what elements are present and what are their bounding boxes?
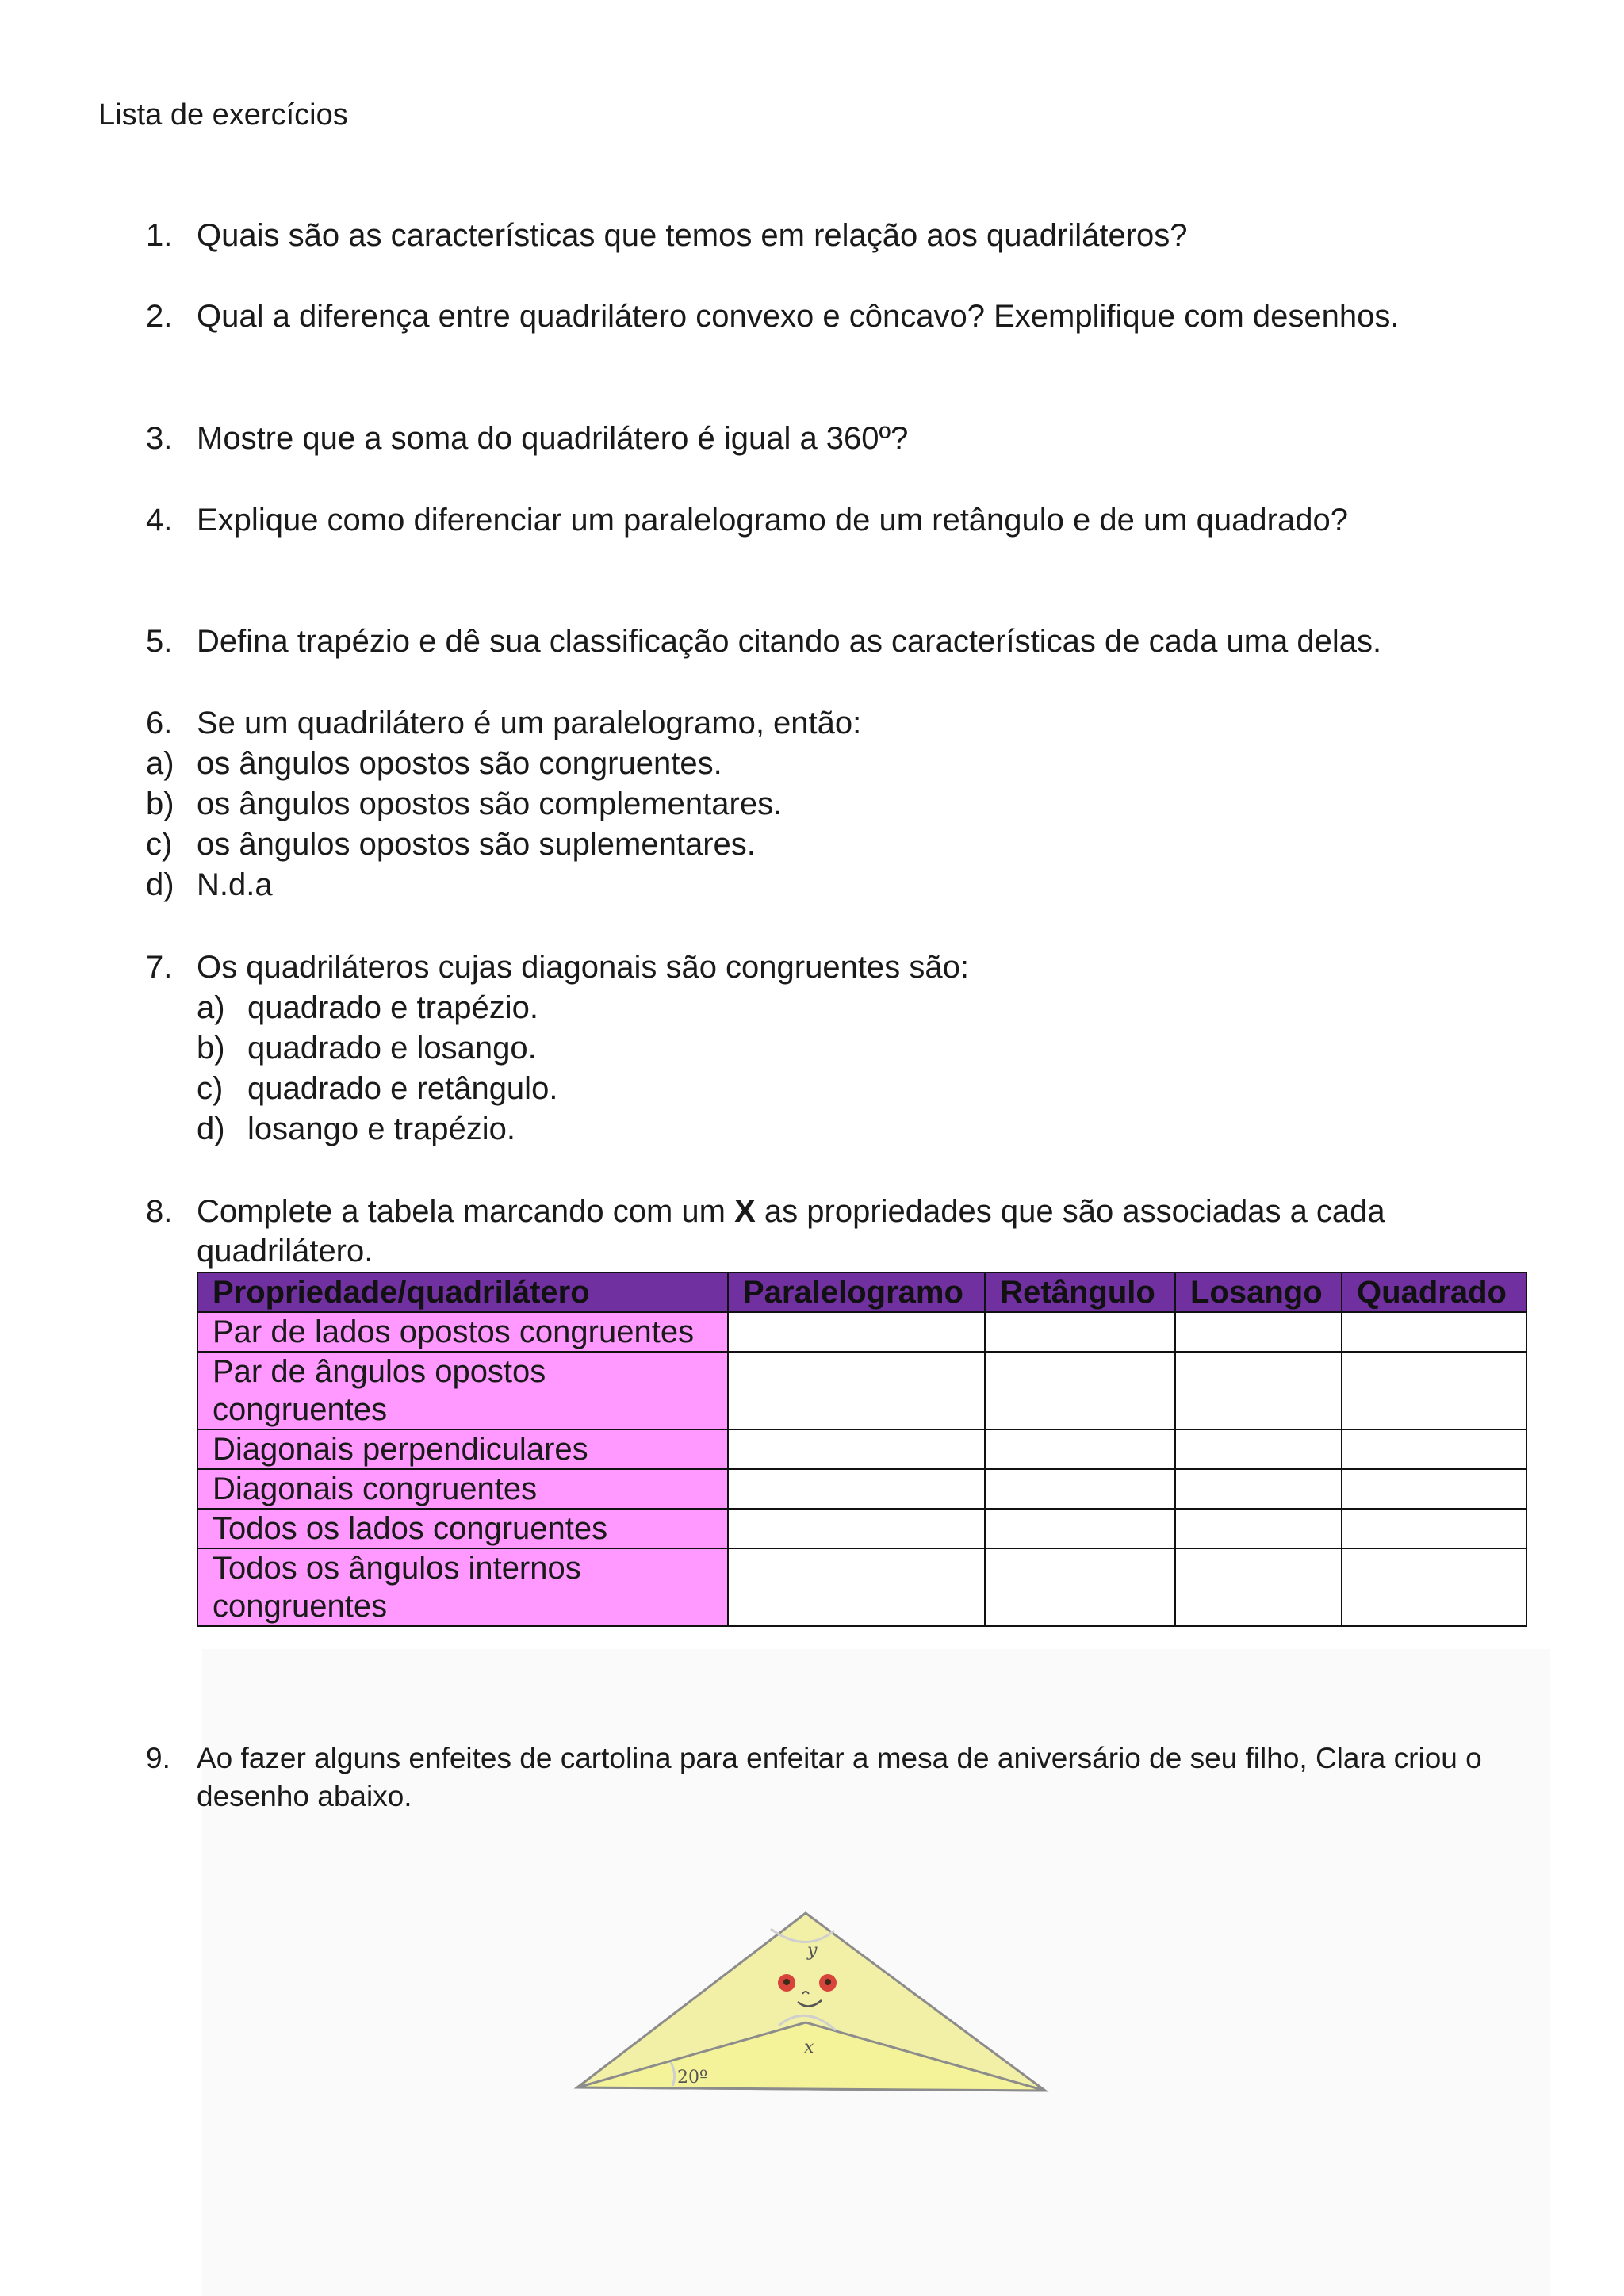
property-cell: Par de ângulos opostos congruentes bbox=[197, 1352, 728, 1429]
option-text: N.d.a bbox=[197, 867, 273, 902]
q7-option-d bbox=[197, 1109, 515, 1150]
question-text: Mostre que a soma do quadrilátero é igual a 360º? bbox=[197, 421, 909, 456]
property-cell: Diagonais congruentes bbox=[197, 1469, 728, 1509]
answer-cell[interactable] bbox=[728, 1429, 985, 1469]
answer-cell[interactable] bbox=[728, 1509, 985, 1548]
question-text: Qual a diferença entre quadrilátero convexo e côncavo? Exemplifique com desenhos. bbox=[197, 299, 1400, 334]
option-letter: c) bbox=[197, 1071, 224, 1106]
answer-cell[interactable] bbox=[1175, 1469, 1342, 1509]
question-8-line2: quadrilátero. bbox=[197, 1234, 373, 1269]
table-row bbox=[197, 1548, 1526, 1626]
question-text bbox=[197, 1191, 1385, 1232]
question-number: 4. bbox=[146, 503, 173, 538]
question-text: Os quadriláteros cujas diagonais são congruentes são: bbox=[197, 950, 969, 985]
property-cell: Todos os ângulos internos congruentes bbox=[197, 1548, 728, 1626]
option-text: losango e trapézio. bbox=[247, 1112, 516, 1146]
answer-cell[interactable] bbox=[985, 1469, 1175, 1509]
option-letter: b) bbox=[146, 786, 174, 821]
question-text: Defina trapézio e dê sua classificação citando as características de cada uma delas. bbox=[197, 624, 1382, 659]
question-3 bbox=[146, 418, 908, 459]
property-cell: Diagonais perpendiculares bbox=[197, 1429, 728, 1469]
question-7 bbox=[146, 947, 969, 988]
answer-cell[interactable] bbox=[985, 1352, 1175, 1429]
question-4 bbox=[146, 499, 1348, 541]
properties-table bbox=[197, 1272, 1527, 1627]
question-text: Se um quadrilátero é um paralelogramo, então: bbox=[197, 706, 862, 740]
answer-cell[interactable] bbox=[985, 1548, 1175, 1626]
right-eye bbox=[825, 1979, 831, 1985]
option-text: quadrado e losango. bbox=[247, 1031, 537, 1066]
option-text: os ângulos opostos são congruentes. bbox=[197, 746, 722, 781]
question-text-bold: X bbox=[734, 1194, 756, 1229]
label-angle-20: 20º bbox=[677, 2068, 708, 2087]
column-header: Quadrado bbox=[1342, 1272, 1526, 1312]
q6-option-a bbox=[146, 744, 722, 784]
answer-cell[interactable] bbox=[985, 1312, 1175, 1352]
q7-option-a bbox=[197, 988, 538, 1028]
label-y: y bbox=[807, 1941, 818, 1961]
option-text: quadrado e trapézio. bbox=[247, 990, 538, 1025]
option-letter: d) bbox=[197, 1112, 225, 1146]
answer-cell[interactable] bbox=[728, 1548, 985, 1626]
page-header: Lista de exercícios bbox=[98, 98, 348, 132]
property-cell: Todos os lados congruentes bbox=[197, 1509, 728, 1548]
question-9 bbox=[146, 1739, 1542, 1816]
answer-cell[interactable] bbox=[1175, 1429, 1342, 1469]
table-row bbox=[197, 1312, 1526, 1352]
question-5 bbox=[146, 621, 1381, 662]
question-number: 1. bbox=[146, 218, 173, 253]
question-number: 9. bbox=[146, 1742, 170, 1774]
question-1 bbox=[146, 215, 1188, 256]
answer-cell[interactable] bbox=[1175, 1509, 1342, 1548]
question-text-part: Complete a tabela marcando com um bbox=[197, 1194, 735, 1229]
answer-cell[interactable] bbox=[1342, 1429, 1526, 1469]
option-text: quadrado e retângulo. bbox=[247, 1071, 558, 1106]
table-header-row bbox=[197, 1272, 1526, 1312]
answer-cell[interactable] bbox=[1342, 1548, 1526, 1626]
question-8 bbox=[146, 1191, 1385, 1232]
table-row bbox=[197, 1469, 1526, 1509]
property-cell: Par de lados opostos congruentes bbox=[197, 1312, 728, 1352]
question-number: 8. bbox=[146, 1194, 173, 1229]
question-number: 5. bbox=[146, 624, 173, 659]
question-text: Explique como diferenciar um paralelogramo de um retângulo e de um quadrado? bbox=[197, 503, 1348, 538]
column-header: Losango bbox=[1175, 1272, 1342, 1312]
answer-cell[interactable] bbox=[728, 1312, 985, 1352]
option-letter: c) bbox=[146, 827, 173, 862]
answer-cell[interactable] bbox=[728, 1469, 985, 1509]
question-number: 2. bbox=[146, 299, 173, 334]
triangle-figure bbox=[571, 1907, 1063, 2113]
question-text-part: as propriedades que são associadas a cada bbox=[755, 1194, 1385, 1229]
question-number: 6. bbox=[146, 706, 173, 740]
question-text: Ao fazer alguns enfeites de cartolina para enfeitar a mesa de aniversário de seu filho, Clara criou o desenho abaixo. bbox=[197, 1742, 1482, 1812]
option-letter: d) bbox=[146, 867, 174, 902]
option-text: os ângulos opostos são suplementares. bbox=[197, 827, 756, 862]
q6-option-b bbox=[146, 784, 782, 825]
q7-option-c bbox=[197, 1069, 557, 1109]
answer-cell[interactable] bbox=[1175, 1312, 1342, 1352]
question-text: Quais são as características que temos em relação aos quadriláteros? bbox=[197, 218, 1188, 253]
answer-cell[interactable] bbox=[728, 1352, 985, 1429]
question-number: 3. bbox=[146, 421, 173, 456]
question-number: 7. bbox=[146, 950, 173, 985]
answer-cell[interactable] bbox=[1175, 1548, 1342, 1626]
q7-option-b bbox=[197, 1028, 537, 1069]
column-header: Retângulo bbox=[985, 1272, 1175, 1312]
question-2 bbox=[146, 296, 1399, 337]
left-eye bbox=[783, 1979, 790, 1985]
column-header: Propriedade/quadrilátero bbox=[197, 1272, 728, 1312]
option-letter: a) bbox=[146, 746, 174, 781]
answer-cell[interactable] bbox=[1175, 1352, 1342, 1429]
option-letter: a) bbox=[197, 990, 225, 1025]
label-x: x bbox=[804, 2038, 814, 2057]
q6-option-c bbox=[146, 825, 756, 865]
answer-cell[interactable] bbox=[985, 1429, 1175, 1469]
question-6 bbox=[146, 702, 861, 744]
option-letter: b) bbox=[197, 1031, 225, 1066]
table-row bbox=[197, 1509, 1526, 1548]
table-row bbox=[197, 1352, 1526, 1429]
option-text: os ângulos opostos são complementares. bbox=[197, 786, 783, 821]
answer-cell[interactable] bbox=[1342, 1312, 1526, 1352]
answer-cell[interactable] bbox=[1342, 1509, 1526, 1548]
column-header: Paralelogramo bbox=[728, 1272, 985, 1312]
table-row bbox=[197, 1429, 1526, 1469]
answer-cell[interactable] bbox=[985, 1509, 1175, 1548]
answer-cell[interactable] bbox=[1342, 1469, 1526, 1509]
answer-cell[interactable] bbox=[1342, 1352, 1526, 1429]
q6-option-d bbox=[146, 865, 273, 905]
